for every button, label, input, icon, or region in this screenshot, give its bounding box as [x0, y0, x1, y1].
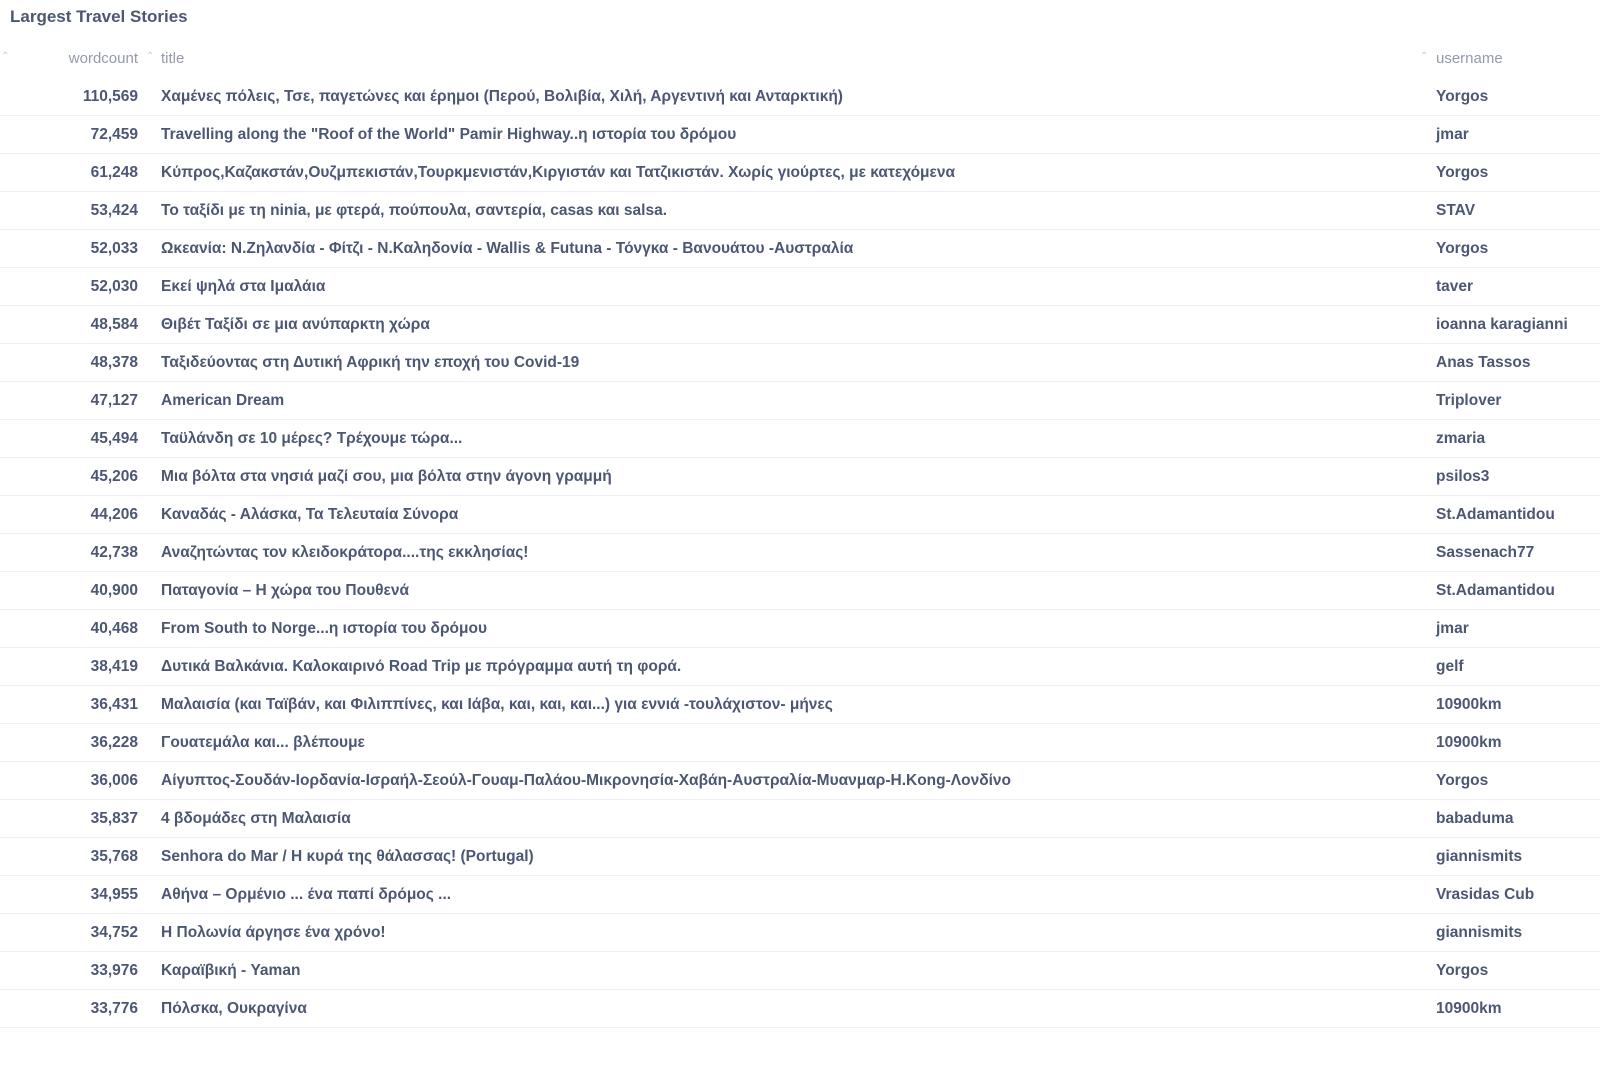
cell-username[interactable]: Yorgos: [1436, 88, 1489, 105]
table-row: [0, 116, 1600, 154]
cell-title[interactable]: Εκεί ψηλά στα Ιμαλάια: [161, 278, 326, 295]
cell-title[interactable]: Γουατεμάλα και... βλέπουμε: [161, 734, 365, 751]
table-row: [0, 230, 1600, 268]
cell-username[interactable]: jmar: [1436, 620, 1469, 637]
cell-wordcount[interactable]: 33,976: [90, 962, 138, 979]
cell-username[interactable]: zmaria: [1436, 430, 1486, 447]
cell-title[interactable]: Το ταξίδι με τη ninia, με φτερά, πούπουλα, σαντερία, casas και salsa.: [161, 202, 668, 219]
cell-username[interactable]: STAV: [1436, 202, 1476, 219]
cell-username[interactable]: ioanna karagianni: [1436, 316, 1568, 333]
table-row: [0, 192, 1600, 230]
cell-username[interactable]: Sassenach77: [1436, 544, 1535, 561]
column-header-title[interactable]: title: [161, 50, 185, 67]
table-row: [0, 382, 1600, 420]
table-body: [0, 78, 1600, 1028]
cell-username[interactable]: giannismits: [1436, 848, 1523, 865]
cell-username[interactable]: St.Adamantidou: [1436, 506, 1555, 523]
table-row: [0, 990, 1600, 1028]
cell-title[interactable]: Χαμένες πόλεις, Τσε, παγετώνες και έρημοι (Περού, Βολιβία, Χιλή, Αργεντινή και Ανταρκτική): [161, 88, 843, 105]
cell-username[interactable]: Yorgos: [1436, 240, 1489, 257]
table-row: [0, 610, 1600, 648]
table-row: [0, 420, 1600, 458]
cell-wordcount[interactable]: 35,768: [90, 848, 138, 865]
chevron-up-icon[interactable]: ⌃: [1, 51, 10, 62]
cell-wordcount[interactable]: 47,127: [90, 392, 138, 409]
cell-wordcount[interactable]: 61,248: [90, 164, 138, 181]
cell-username[interactable]: 10900km: [1436, 696, 1502, 713]
table-row: [0, 838, 1600, 876]
cell-title[interactable]: Senhora do Mar / Η κυρά της θάλασσας! (Portugal): [161, 848, 534, 865]
cell-title[interactable]: Θιβέτ Ταξίδι σε μια ανύπαρκτη χώρα: [161, 316, 430, 333]
cell-username[interactable]: jmar: [1436, 126, 1469, 143]
table-row: [0, 534, 1600, 572]
cell-title[interactable]: Κύπρος,Καζακστάν,Ουζμπεκιστάν,Τουρκμενιστάν,Κιργιστάν και Τατζικιστάν. Χωρίς γιούρτες, με κατεχόμενα: [161, 164, 956, 181]
cell-title[interactable]: 4 βδομάδες στη Μαλαισία: [161, 810, 351, 827]
table-row: [0, 458, 1600, 496]
cell-wordcount[interactable]: 48,584: [90, 316, 138, 333]
cell-title[interactable]: Δυτικά Βαλκάνια. Καλοκαιρινό Road Trip με πρόγραμμα αυτή τη φορά.: [161, 658, 682, 675]
column-header-username[interactable]: username: [1436, 50, 1503, 67]
table-row: [0, 762, 1600, 800]
cell-title[interactable]: Αίγυπτος-Σουδάν-Ιορδανία-Ισραήλ-Σεούλ-Γουαμ-Παλάου-Μικρονησία-Χαβάη-Αυστραλία-Μυανμαρ-Η.Kong-Λονδίνο: [161, 772, 1012, 789]
column-header-wordcount[interactable]: wordcount: [68, 50, 138, 67]
cell-title[interactable]: Ταξιδεύοντας στη Δυτική Αφρική την εποχή του Covid-19: [161, 354, 580, 371]
table-row: [0, 78, 1600, 116]
cell-title[interactable]: Πόλσκα, Ουκραγίνα: [161, 1000, 307, 1017]
table-row: [0, 572, 1600, 610]
table-row: [0, 724, 1600, 762]
table-row: [0, 800, 1600, 838]
cell-username[interactable]: Vrasidas Cub: [1436, 886, 1535, 903]
cell-username[interactable]: Anas Tassos: [1436, 354, 1531, 371]
cell-title[interactable]: Αναζητώντας τον κλειδοκράτορα....της εκκλησίας!: [161, 544, 529, 561]
cell-wordcount[interactable]: 36,006: [90, 772, 138, 789]
cell-wordcount[interactable]: 110,569: [82, 88, 138, 105]
cell-wordcount[interactable]: 45,206: [90, 468, 138, 485]
chevron-up-icon[interactable]: ⌃: [146, 51, 155, 62]
cell-wordcount[interactable]: 72,459: [90, 126, 138, 143]
cell-username[interactable]: giannismits: [1436, 924, 1523, 941]
cell-wordcount[interactable]: 35,837: [90, 810, 138, 827]
cell-wordcount[interactable]: 45,494: [90, 430, 138, 447]
cell-username[interactable]: gelf: [1436, 658, 1464, 675]
table-row: [0, 686, 1600, 724]
cell-username[interactable]: babaduma: [1436, 810, 1514, 827]
cell-username[interactable]: psilos3: [1436, 468, 1490, 485]
cell-username[interactable]: 10900km: [1436, 1000, 1502, 1017]
cell-wordcount[interactable]: 33,776: [90, 1000, 138, 1017]
table-row: [0, 306, 1600, 344]
data-table: [0, 40, 1600, 1028]
cell-title[interactable]: American Dream: [161, 392, 285, 409]
cell-title[interactable]: Παταγονία – Η χώρα του Πουθενά: [161, 582, 409, 599]
cell-title[interactable]: Ταϋλάνδη σε 10 μέρες? Τρέχουμε τώρα...: [161, 430, 463, 447]
cell-wordcount[interactable]: 36,431: [90, 696, 138, 713]
table-row: [0, 648, 1600, 686]
cell-wordcount[interactable]: 40,900: [90, 582, 138, 599]
cell-title[interactable]: Καναδάς - Αλάσκα, Τα Τελευταία Σύνορα: [161, 506, 459, 523]
cell-wordcount[interactable]: 44,206: [90, 506, 138, 523]
cell-title[interactable]: Μαλαισία (και Ταϊβάν, και Φιλιππίνες, και Ιάβα, και, και, και...) για εννιά -τουλάχιστον- μήνες: [161, 696, 833, 713]
cell-wordcount[interactable]: 38,419: [90, 658, 138, 675]
cell-username[interactable]: 10900km: [1436, 734, 1502, 751]
cell-title[interactable]: Ωκεανία: Ν.Ζηλανδία - Φίτζι - Ν.Καληδονία - Wallis & Futuna - Τόνγκα - Βανουάτου -Αυστραλία: [161, 240, 854, 257]
cell-username[interactable]: St.Adamantidou: [1436, 582, 1555, 599]
cell-username[interactable]: Triplover: [1436, 392, 1502, 409]
cell-title[interactable]: Μια βόλτα στα νησιά μαζί σου, μια βόλτα στην άγονη γραμμή: [161, 468, 612, 485]
cell-username[interactable]: Yorgos: [1436, 772, 1489, 789]
cell-wordcount[interactable]: 52,033: [90, 240, 138, 257]
table-row: [0, 914, 1600, 952]
cell-username[interactable]: Yorgos: [1436, 164, 1489, 181]
cell-wordcount[interactable]: 53,424: [90, 202, 138, 219]
cell-title[interactable]: From South to Norge...η ιστορία του δρόμου: [161, 620, 487, 637]
cell-username[interactable]: Yorgos: [1436, 962, 1489, 979]
cell-title[interactable]: Αθήνα – Ορμένιο ... ένα παπί δρόμος ...: [161, 886, 452, 903]
card-title[interactable]: Largest Travel Stories: [10, 7, 188, 26]
cell-wordcount[interactable]: 52,030: [90, 278, 138, 295]
cell-wordcount[interactable]: 36,228: [90, 734, 138, 751]
cell-wordcount[interactable]: 40,468: [90, 620, 138, 637]
cell-wordcount[interactable]: 34,752: [90, 924, 138, 941]
table-row: [0, 876, 1600, 914]
cell-wordcount[interactable]: 48,378: [90, 354, 138, 371]
table-row: [0, 268, 1600, 306]
table-row: [0, 154, 1600, 192]
cell-wordcount[interactable]: 42,738: [90, 544, 138, 561]
table-row: [0, 952, 1600, 990]
cell-title[interactable]: Travelling along the "Roof of the World" Pamir Highway..η ιστορία του δρόμου: [161, 126, 737, 143]
table-row: [0, 344, 1600, 382]
cell-title[interactable]: Καραϊβική - Yaman: [161, 962, 301, 979]
chevron-up-icon[interactable]: ⌃: [1420, 51, 1429, 62]
table-row: [0, 496, 1600, 534]
table-header: [0, 40, 1600, 78]
cell-username[interactable]: taver: [1436, 278, 1474, 295]
cell-wordcount[interactable]: 34,955: [90, 886, 138, 903]
cell-title[interactable]: Η Πολωνία άργησε ένα χρόνο!: [161, 924, 386, 941]
